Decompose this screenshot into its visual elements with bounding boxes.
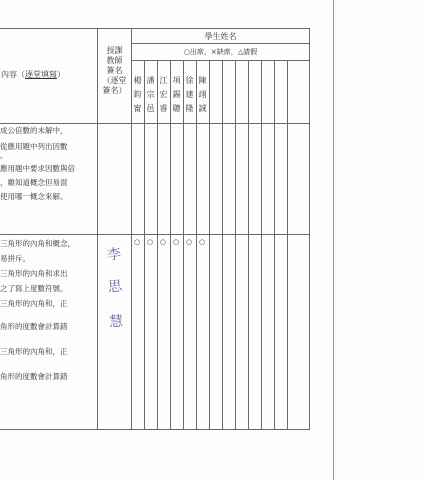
content-line: 應用題中要求因數與倍 [0, 164, 75, 173]
signature-char: 慧 [108, 313, 124, 331]
student-name-char: 江 [159, 76, 168, 85]
content-line: ，雖知道概念但易混 [0, 178, 68, 187]
content-line: 三角形的內角和求出 [0, 269, 68, 278]
teacher-col-line: 授課 [106, 46, 123, 55]
teacher-col-line: 簽名） [102, 86, 127, 95]
content-line [0, 356, 97, 372]
lesson-record-table [0, 28, 310, 430]
student-name-char: 邑 [146, 104, 155, 113]
student-name-char: 徐 [185, 76, 194, 85]
row-divider [0, 234, 310, 235]
content-col-close: ） [57, 70, 65, 79]
attendance-legend: ○出席，×缺席，△請假 [183, 48, 258, 56]
student-col-divider [222, 60, 223, 430]
content-line: 成公倍數的未解中， [0, 126, 68, 135]
student-name-char: 翊 [198, 90, 207, 99]
content-line: 易拼斥。 [0, 254, 30, 263]
content-line: 。 [0, 151, 8, 160]
table-right-border [309, 28, 310, 430]
teacher-col-line: 教師 [106, 56, 123, 65]
student-name-char: 誠 [198, 104, 207, 113]
student-col-divider [209, 60, 210, 430]
signature-char: 李 [106, 246, 123, 264]
content-line: 使用哪一概念來解。 [0, 192, 68, 201]
content-line: 三角形的內角和，正 [0, 299, 68, 308]
attendance-mark: ○ [199, 238, 206, 246]
teacher-col-line: （逐堂 [102, 76, 127, 85]
content-column-header [1, 70, 65, 79]
attendance-mark: ○ [186, 238, 193, 246]
content-line: 之了寫上度數符號。 [0, 284, 68, 293]
content-line: 角形的度數會計算錯 [0, 372, 68, 381]
student-name-char: 潘 [146, 76, 155, 85]
student-col-divider [196, 60, 197, 430]
content-line: 三角形的內角和概念， [0, 239, 75, 248]
student-name-char: 聰 [172, 104, 181, 113]
teacher-column-header [98, 46, 131, 96]
table-top-border [0, 28, 310, 29]
attendance-mark: ○ [134, 238, 141, 246]
content-fill-note: 逐堂填寫 [25, 70, 57, 79]
student-name-char: 項 [172, 76, 181, 85]
student-col-divider [170, 60, 171, 430]
student-title-rule [131, 43, 310, 44]
teacher-col-border [131, 28, 132, 430]
content-col-label: 內容（ [1, 70, 25, 79]
student-name-char: 甯 [133, 104, 142, 113]
signature-char: 思 [107, 278, 123, 296]
student-name-char: 睿 [159, 104, 168, 113]
student-col-divider [183, 60, 184, 430]
row2-content [0, 239, 97, 381]
teacher-col-line: 簽名 [106, 66, 123, 75]
content-line: 角形的度數會計算錯 [0, 322, 68, 331]
students-title: 學生姓名 [204, 32, 237, 41]
student-col-divider [235, 60, 236, 430]
page-edge [333, 0, 334, 480]
student-name-char: 楊 [133, 76, 142, 85]
student-name-char: 宏 [159, 90, 168, 99]
attendance-mark: ○ [147, 238, 154, 246]
header-bottom-border [0, 123, 310, 124]
student-name-char: 陳 [198, 76, 207, 85]
student-name-char: 隆 [185, 104, 194, 113]
student-name-char: 建 [185, 90, 194, 99]
attendance-mark: ○ [160, 238, 167, 246]
row1-content [0, 126, 97, 201]
student-col-divider [261, 60, 262, 430]
table-bottom-border [0, 429, 310, 430]
content-line: 三角形的內角和，正 [0, 347, 68, 356]
student-col-divider [157, 60, 158, 430]
student-col-divider [287, 60, 288, 430]
content-line [0, 331, 97, 347]
content-line: 從應用題中列出因數 [0, 142, 68, 151]
attendance-mark: ○ [173, 238, 180, 246]
student-col-divider [248, 60, 249, 430]
student-name-char: 宗 [146, 90, 155, 99]
content-line [0, 308, 97, 322]
student-col-divider [144, 60, 145, 430]
student-name-char: 錫 [172, 90, 181, 99]
student-col-divider [274, 60, 275, 430]
content-line [0, 135, 97, 142]
student-name-char: 鈞 [133, 90, 142, 99]
